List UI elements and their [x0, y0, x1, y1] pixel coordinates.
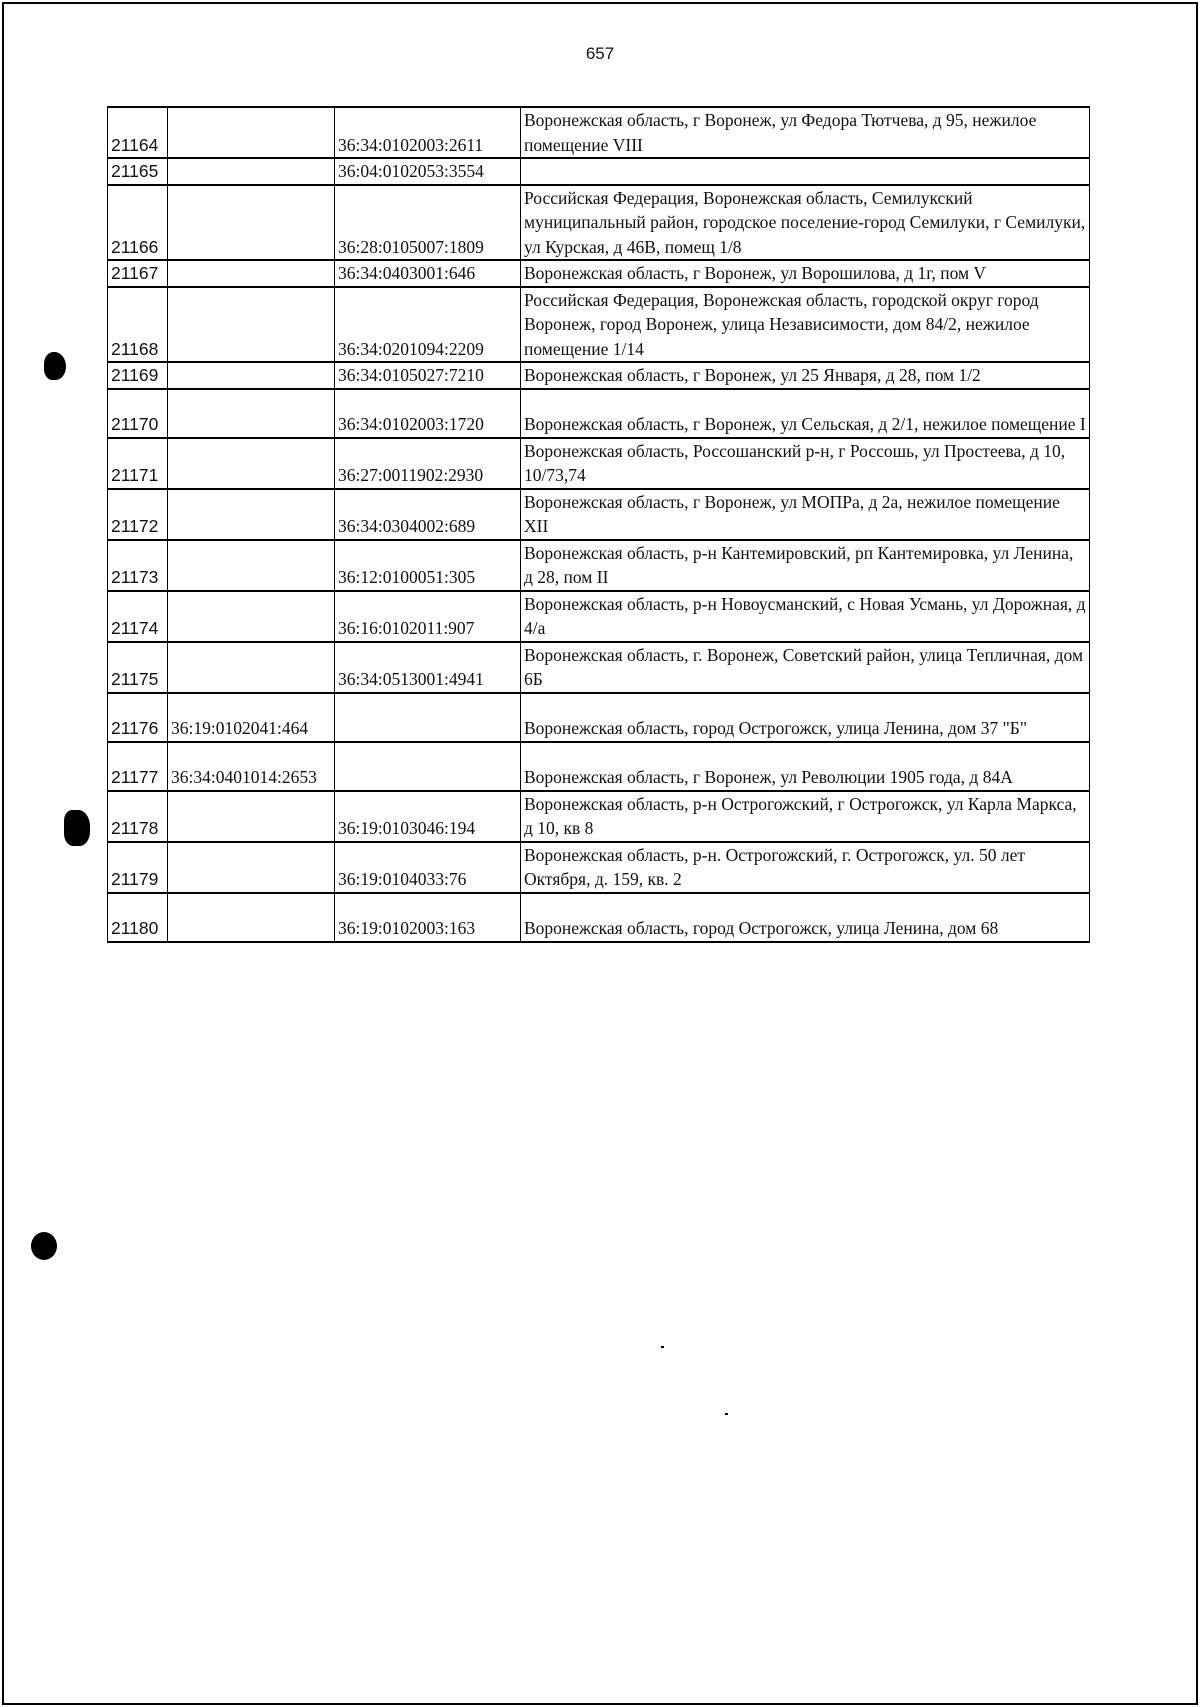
address-cell — [521, 158, 1090, 185]
table-row — [108, 742, 1090, 791]
address-cell: Воронежская область, р-н. Острогожский, г. Острогожск, ул. 50 лет Октября, д. 159, кв. 2 — [521, 842, 1090, 893]
cadastral-number-a-cell: 36:34:0401014:2653 — [168, 742, 335, 791]
address-cell: Российская Федерация, Воронежская область, Семилукский муниципальный район, городское поселение-город Семилуки, г Семилуки, ул Курская, д 46В, помещ 1/8 — [521, 185, 1090, 261]
cadastral-number-a-cell — [168, 260, 335, 287]
cadastral-number-b-cell: 36:19:0103046:194 — [335, 791, 521, 842]
record-number-cell: 21166 — [108, 185, 168, 261]
punch-hole-mark — [44, 352, 66, 380]
address-cell: Воронежская область, город Острогожск, улица Ленина, дом 68 — [521, 893, 1090, 942]
page-number: 657 — [585, 44, 615, 63]
cadastral-number-a-cell — [168, 287, 335, 363]
cadastral-number-b-cell: 36:19:0104033:76 — [335, 842, 521, 893]
address-cell: Воронежская область, р-н Острогожский, г Острогожск, ул Карла Маркса, д 10, кв 8 — [521, 791, 1090, 842]
table-row — [108, 591, 1090, 642]
cadastral-number-a-cell — [168, 591, 335, 642]
record-number-cell: 21176 — [108, 693, 168, 742]
cadastral-number-b-cell: 36:28:0105007:1809 — [335, 185, 521, 261]
cadastral-number-a-cell — [168, 842, 335, 893]
table-row — [108, 287, 1090, 363]
record-number-cell: 21173 — [108, 540, 168, 591]
table-row — [108, 540, 1090, 591]
cadastral-number-b-cell: 36:34:0513001:4941 — [335, 642, 521, 693]
record-number-cell: 21180 — [108, 893, 168, 942]
cadastral-number-b-cell: 36:34:0102003:2611 — [335, 107, 521, 158]
cadastral-number-b-cell: 36:19:0102003:163 — [335, 893, 521, 942]
table-row — [108, 438, 1090, 489]
scan-dot — [725, 1413, 728, 1415]
table-row — [108, 489, 1090, 540]
cadastral-number-a-cell — [168, 389, 335, 438]
table-row — [108, 389, 1090, 438]
table-row — [108, 107, 1090, 158]
cadastral-number-a-cell — [168, 489, 335, 540]
cadastral-number-b-cell: 36:04:0102053:3554 — [335, 158, 521, 185]
scan-dot — [661, 1346, 664, 1348]
record-number-cell: 21169 — [108, 362, 168, 389]
record-number-cell: 21170 — [108, 389, 168, 438]
cadastral-number-a-cell — [168, 362, 335, 389]
record-number-cell: 21168 — [108, 287, 168, 363]
cadastral-number-b-cell — [335, 693, 521, 742]
cadastral-number-b-cell: 36:34:0102003:1720 — [335, 389, 521, 438]
record-number-cell: 21175 — [108, 642, 168, 693]
record-number-cell: 21167 — [108, 260, 168, 287]
cadastral-number-b-cell: 36:12:0100051:305 — [335, 540, 521, 591]
address-cell: Воронежская область, г Воронеж, ул Сельская, д 2/1, нежилое помещение I — [521, 389, 1090, 438]
cadastral-number-b-cell — [335, 742, 521, 791]
address-cell: Воронежская область, г Воронеж, ул Революции 1905 года, д 84А — [521, 742, 1090, 791]
punch-hole-mark — [64, 810, 90, 846]
table-row — [108, 185, 1090, 261]
record-number-cell: 21171 — [108, 438, 168, 489]
cadastral-number-a-cell — [168, 438, 335, 489]
cadastral-number-b-cell: 36:34:0201094:2209 — [335, 287, 521, 363]
cadastral-number-a-cell — [168, 893, 335, 942]
cadastral-number-b-cell: 36:34:0304002:689 — [335, 489, 521, 540]
cadastral-number-a-cell — [168, 642, 335, 693]
cadastral-number-a-cell — [168, 158, 335, 185]
address-cell: Воронежская область, г Воронеж, ул МОПРа, д 2а, нежилое помещение XII — [521, 489, 1090, 540]
record-number-cell: 21177 — [108, 742, 168, 791]
record-number-cell: 21165 — [108, 158, 168, 185]
record-number-cell: 21172 — [108, 489, 168, 540]
address-cell: Воронежская область, г Воронеж, ул 25 Января, д 28, пом 1/2 — [521, 362, 1090, 389]
table-row — [108, 693, 1090, 742]
address-cell: Воронежская область, г. Воронеж, Советский район, улица Тепличная, дом 6Б — [521, 642, 1090, 693]
cadastral-number-b-cell: 36:34:0105027:7210 — [335, 362, 521, 389]
table-row — [108, 158, 1090, 185]
cadastral-number-b-cell: 36:34:0403001:646 — [335, 260, 521, 287]
address-cell: Воронежская область, Россошанский р-н, г Россошь, ул Простеева, д 10, 10/73,74 — [521, 438, 1090, 489]
address-cell: Воронежская область, р-н Кантемировский, рп Кантемировка, ул Ленина, д 28, пом II — [521, 540, 1090, 591]
table-row — [108, 260, 1090, 287]
punch-hole-mark — [31, 1232, 57, 1260]
cadastral-number-a-cell — [168, 185, 335, 261]
address-cell: Воронежская область, р-н Новоусманский, с Новая Усмань, ул Дорожная, д 4/а — [521, 591, 1090, 642]
cadastral-number-a-cell — [168, 107, 335, 158]
cadastral-number-a-cell — [168, 540, 335, 591]
record-number-cell: 21179 — [108, 842, 168, 893]
registry-table — [107, 106, 1090, 943]
address-cell: Российская Федерация, Воронежская область, городской округ город Воронеж, город Воронеж, улица Независимости, дом 84/2, нежилое помещение 1/14 — [521, 287, 1090, 363]
cadastral-number-a-cell — [168, 791, 335, 842]
cadastral-number-b-cell: 36:27:0011902:2930 — [335, 438, 521, 489]
table-row — [108, 642, 1090, 693]
registry-table-body — [108, 107, 1090, 942]
address-cell: Воронежская область, город Острогожск, улица Ленина, дом 37 "Б" — [521, 693, 1090, 742]
record-number-cell: 21164 — [108, 107, 168, 158]
table-row — [108, 842, 1090, 893]
cadastral-number-b-cell: 36:16:0102011:907 — [335, 591, 521, 642]
table-row — [108, 893, 1090, 942]
record-number-cell: 21178 — [108, 791, 168, 842]
address-cell: Воронежская область, г Воронеж, ул Ворошилова, д 1г, пом V — [521, 260, 1090, 287]
address-cell: Воронежская область, г Воронеж, ул Федора Тютчева, д 95, нежилое помещение VIII — [521, 107, 1090, 158]
record-number-cell: 21174 — [108, 591, 168, 642]
cadastral-number-a-cell: 36:19:0102041:464 — [168, 693, 335, 742]
table-row — [108, 791, 1090, 842]
table-row — [108, 362, 1090, 389]
